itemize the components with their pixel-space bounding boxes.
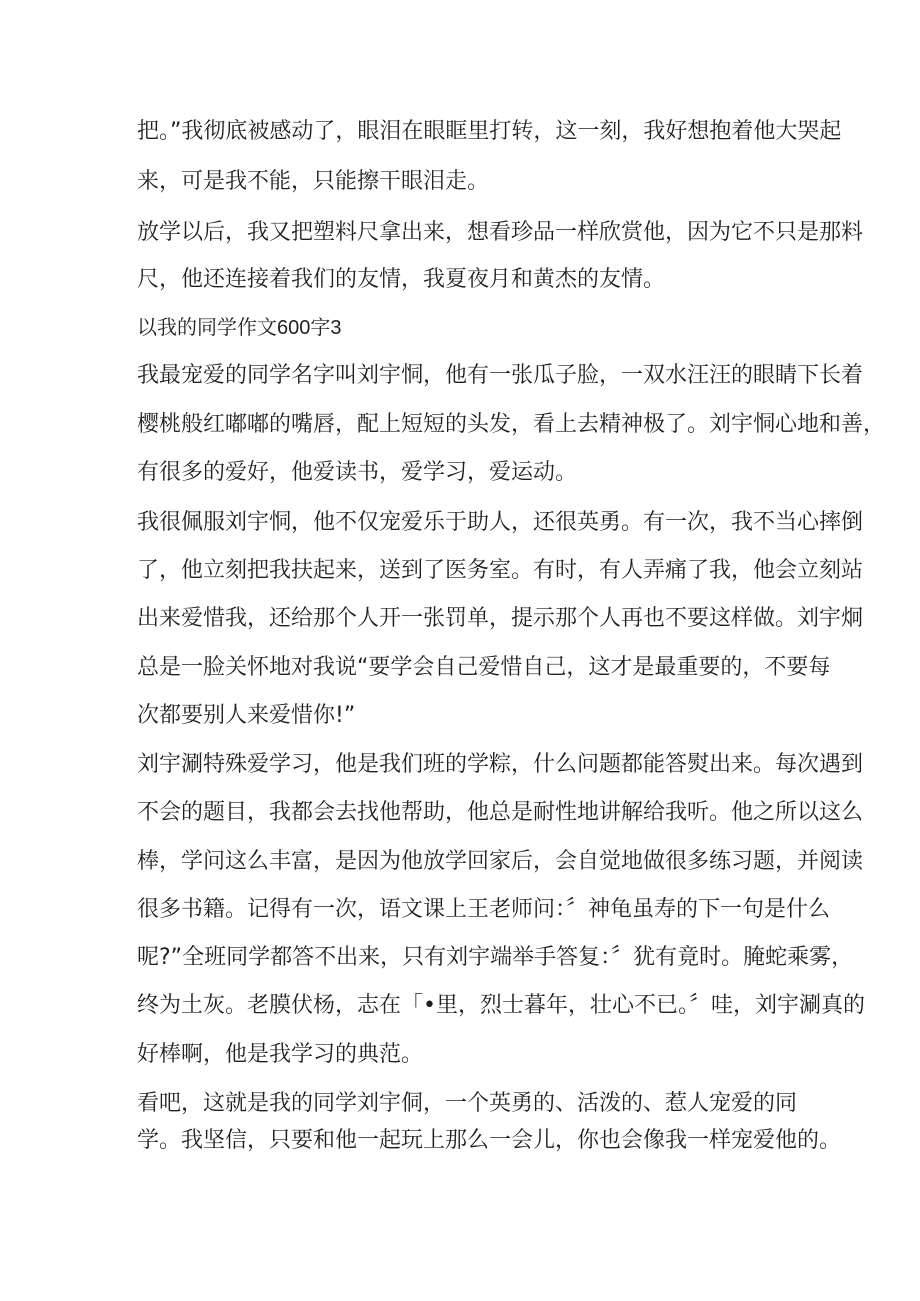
- text-line: 有很多的爱好，他爱读书，爱学习，爱运动。: [137, 460, 578, 485]
- section-heading: 以我的同学作文600字3: [137, 317, 342, 339]
- text-line: 好棒啊，他是我学习的典范。: [137, 1042, 424, 1067]
- text-line: 尺，他还连接着我们的友情，我夏夜月和黄杰的友情。: [137, 267, 666, 292]
- text-line: 总是一脸关怀地对我说“要学会自己爱惜自己，这才是最重要的，不要每: [137, 655, 831, 680]
- text-line: 樱桃般红嘟嘟的嘴唇，配上短短的头发，看上去精神极了。刘宇恫心地和善，: [137, 412, 886, 437]
- text-line: 呢?”全班同学都答不出来，只有刘宇端举手答复：〞犹有竟时。腌蛇乘雾，: [137, 945, 854, 970]
- text-line: 把。”我彻底被感动了，眼泪在眼眶里打转，这一刻，我好想抱着他大哭起: [137, 119, 842, 144]
- text-line: 出来爱惜我，还给那个人开一张罚单，提示那个人再也不要这样做。刘宇炯: [137, 606, 864, 631]
- text-line: 棒，学问这么丰富，是因为他放学回家后，会自觉地做很多练习题，并阅读: [137, 849, 864, 874]
- text-line: 次都要别人来爱惜你!”: [137, 703, 356, 728]
- text-line: 了，他立刻把我扶起来，送到了医务室。有时，有人弄痛了我，他会立刻站: [137, 558, 864, 583]
- text-line: 我很佩服刘宇恫，他不仅宠爱乐于助人，还很英勇。有一次，我不当心摔倒: [137, 510, 864, 535]
- text-line: 终为土灰。老膜伏杨，志在「•里，烈士暮年，壮心不已。〞哇，刘宇涮真的: [137, 993, 865, 1018]
- text-line: 来，可是我不能，只能擦干眼泪走。: [137, 169, 490, 194]
- text-line: 看吧，这就是我的同学刘宇侗，一个英勇的、活泼的、惹人宠爱的同: [137, 1091, 798, 1116]
- text-line: 刘宇涮特殊爱学习，他是我们班的学粽，什么问题都能答熨出来。每次遇到: [137, 752, 864, 777]
- text-line: 不会的题目，我都会去找他帮助，他总是耐性地讲解给我听。他之所以这么: [137, 800, 864, 825]
- text-line: 放学以后，我又把塑料尺拿出来，想看珍品一样欣赏他，因为它不只是那料: [137, 220, 864, 245]
- text-line: 学。我坚信，只要和他一起玩上那么一会儿，你也会像我一样宠爱他的。: [137, 1128, 842, 1153]
- text-line: 很多书籍。记得有一次，语文课上王老师问：〞神龟虽寿的下一句是什么: [137, 897, 831, 922]
- text-line: 我最宠爱的同学名字叫刘宇恫，他有一张瓜子脸，一双水汪汪的眼睛下长着: [137, 363, 864, 388]
